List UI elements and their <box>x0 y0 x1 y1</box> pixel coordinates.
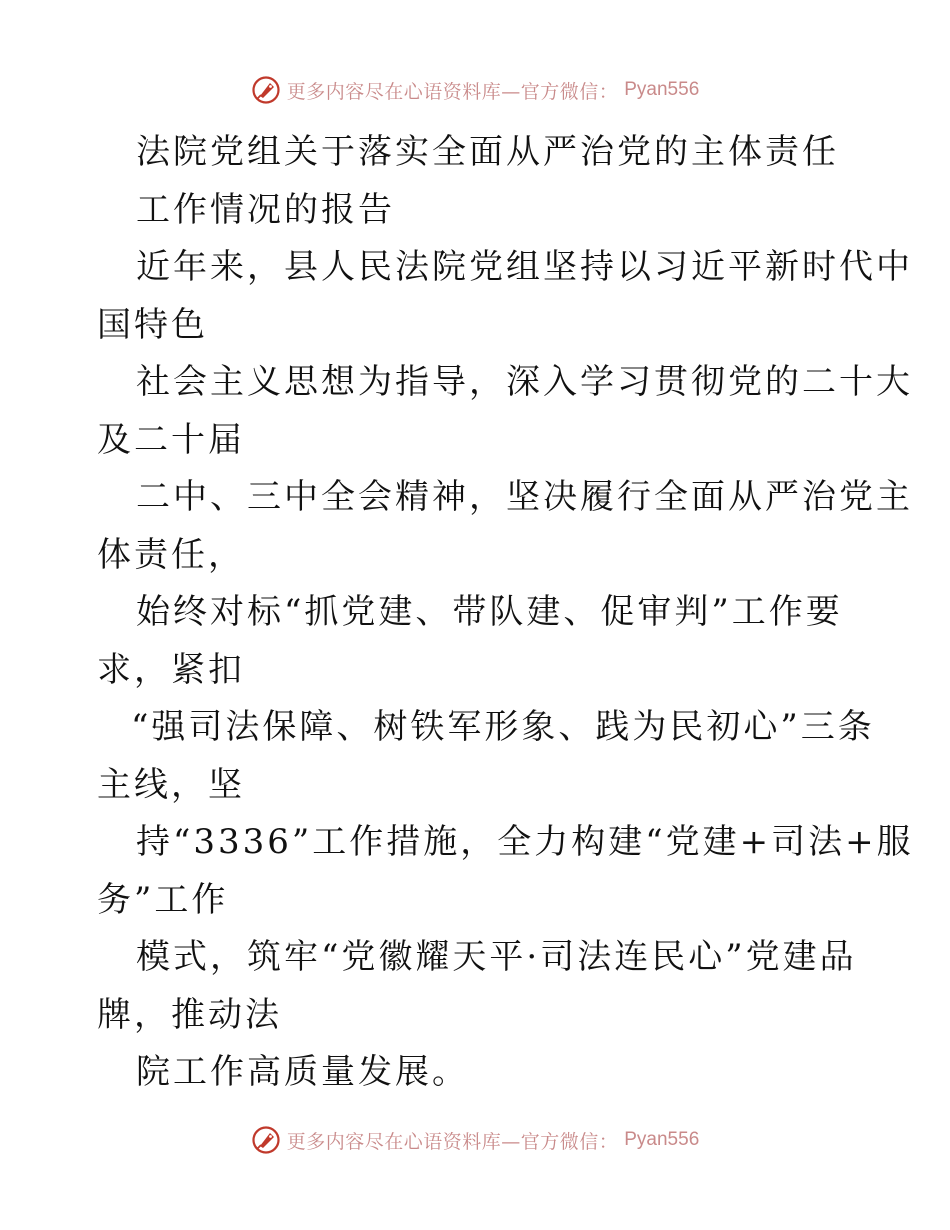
pen-nib-circle-icon <box>251 75 281 105</box>
paragraph-line: 院工作高质量发展。 <box>136 1052 469 1092</box>
watermark-text: 更多内容尽在心语资料库—官方微信： <box>286 1130 619 1153</box>
paragraph-line: 模式，筑牢“党徽耀天平·司法连民心”党建品 <box>136 937 857 977</box>
paragraph-line: 体责任， <box>97 534 245 575</box>
paragraph-line: 国特色 <box>97 304 208 345</box>
document-title: 法院党组关于落实全面从严治党的主体责任 <box>136 132 839 172</box>
paragraph-line: 二中、三中全会精神，坚决履行全面从严治党主 <box>136 477 913 517</box>
watermark-wechat-id: Pyan556 <box>624 79 700 100</box>
watermark-wechat-id: Pyan556 <box>624 1129 700 1150</box>
watermark-banner-bottom <box>0 1120 950 1160</box>
paragraph-line: 近年来，县人民法院党组坚持以习近平新时代中 <box>136 247 913 287</box>
paragraph-line: 及二十届 <box>97 419 245 460</box>
paragraph-line: 务”工作 <box>97 879 229 920</box>
paragraph-line: 始终对标“抓党建、带队建、促审判”工作要 <box>136 592 843 632</box>
paragraph-line: 求，紧扣 <box>97 649 245 690</box>
paragraph-line: 主线，坚 <box>97 764 245 805</box>
paragraph-line: 牌，推动法 <box>97 994 282 1035</box>
document-title-cont: 工作情况的报告 <box>136 189 395 230</box>
paragraph-line: 持“3336”工作措施，全力构建“党建+司法+服 <box>136 822 914 862</box>
paragraph-line: “强司法保障、树铁军形象、践为民初心”三条 <box>131 707 875 747</box>
watermark-banner-top <box>0 70 950 110</box>
watermark-text: 更多内容尽在心语资料库—官方微信： <box>286 80 619 103</box>
pen-nib-circle-icon <box>251 1125 281 1155</box>
document-body <box>97 124 914 1102</box>
paragraph-line: 社会主义思想为指导，深入学习贯彻党的二十大 <box>136 362 913 402</box>
